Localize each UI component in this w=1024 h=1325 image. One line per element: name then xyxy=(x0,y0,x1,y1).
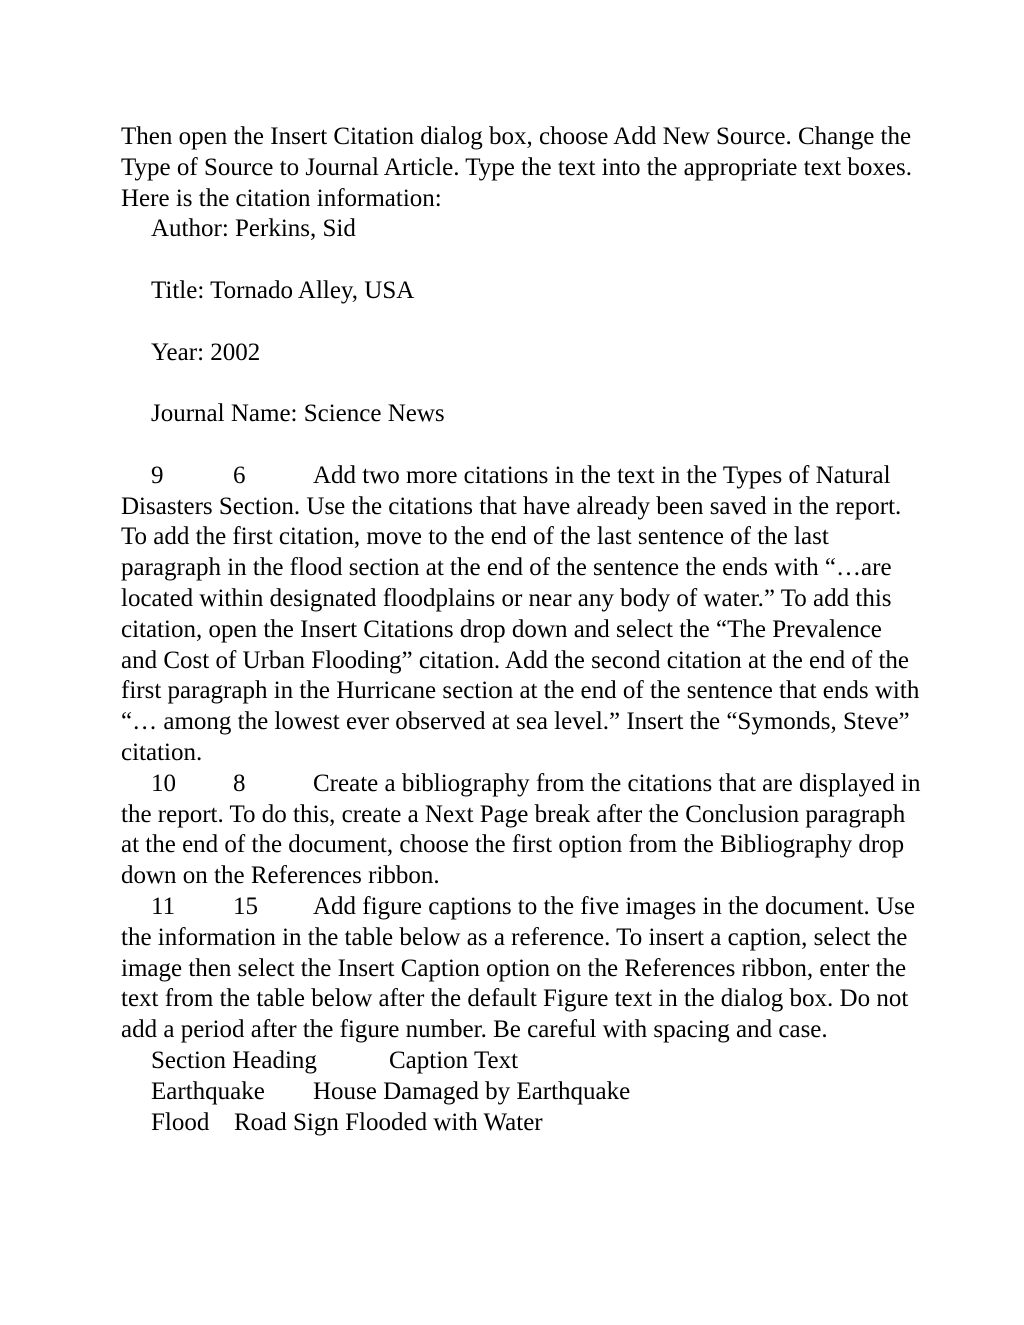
citation-journal: Journal Name: Science News xyxy=(151,400,445,428)
intro-paragraph: Then open the Insert Citation dialog box, choose Add New Source. Change the Type of Source to Journal Article. Type the text into the appropriate text boxes. Here is the citation information: xyxy=(121,123,912,212)
citation-title: Title: Tornado Alley, USA xyxy=(151,276,415,304)
row-caption: House Damaged by Earthquake xyxy=(313,1077,631,1105)
step-number: 10 xyxy=(151,769,176,797)
row-section: Earthquake xyxy=(151,1077,265,1105)
header-section-heading: Section Heading xyxy=(151,1046,317,1074)
step-points: 15 xyxy=(233,892,258,920)
table-row xyxy=(151,1108,921,1139)
step-number: 11 xyxy=(151,892,176,920)
table-row xyxy=(151,1077,921,1108)
row-section: Flood xyxy=(151,1108,210,1136)
step-number: 9 xyxy=(151,461,164,489)
caption-table-header xyxy=(151,1046,921,1077)
step-points: 8 xyxy=(233,769,246,797)
caption-table xyxy=(121,1046,921,1138)
step-text: Create a bibliography from the citations that are displayed in the report. To do this, create a Next Page break after the Conclusion paragraph at the end of the document, choose the first option from the Bibliography drop down on the References ribbon. xyxy=(121,769,921,890)
step-points: 6 xyxy=(233,461,246,489)
step-11 xyxy=(121,892,921,1046)
row-caption: Road Sign Flooded with Water xyxy=(234,1108,543,1136)
step-9 xyxy=(121,461,921,769)
step-10 xyxy=(121,769,921,892)
document-page xyxy=(121,122,921,1138)
step-text: Add figure captions to the five images in the document. Use the information in the table below as a reference. To insert a caption, select the image then select the Insert Caption option on the References ribbon, enter the text from the table below after the default Figure text in the dialog box. Do not add a period after the figure number. Be careful with spacing and case. xyxy=(121,892,915,1044)
header-caption-text: Caption Text xyxy=(389,1046,519,1074)
step-text: Add two more citations in the text in the Types of Natural Disasters Section. Use the citations that have already been saved in the report. To add the first citation, move to the end of the last sentence of the last paragraph in the flood section at the end of the sentence the ends with “…are located within designated floodplains or near any body of water.” To add this citation, open the Insert Citations drop down and select the “The Prevalence and Cost of Urban Flooding” citation. Add the second citation at the end of the first paragraph in the Hurricane section at the end of the sentence that ends with “… among the lowest ever observed at sea level.” Insert the “Symonds, Steve” citation. xyxy=(121,461,920,766)
citation-author: Author: Perkins, Sid xyxy=(151,215,356,243)
citation-year: Year: 2002 xyxy=(151,338,261,366)
